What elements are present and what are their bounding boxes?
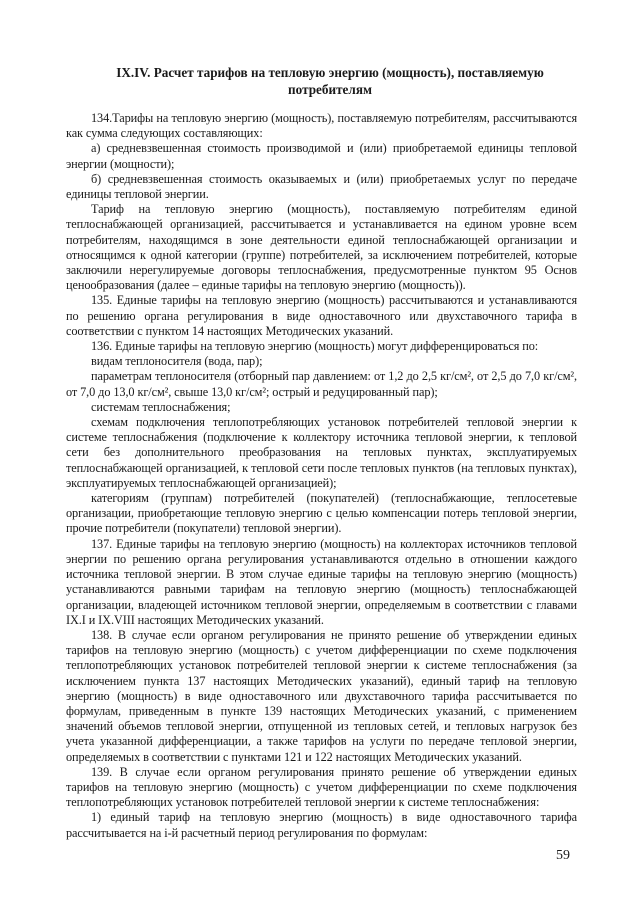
paragraph-136-systems: системам теплоснабжения; bbox=[91, 399, 231, 414]
paragraph-138: 138. В случае если органом регулирования не принято решение об утверждении единых тарифов на тепловую энергию (мощность) с учетом дифференциации по схеме подключения теплопотребляющих установок потребителей тепловой энергии к системе теплоснабжения (за исключением пункта 137 настоящих Методических указаний), единый тариф на тепловую энергию (мощность) в виде одноставочного или двухставочного тарифа рассчитывается по формулам, приведенным в пункте 139 настоящих Методических указаний, с применением значений объемов тепловой энергии, отпущенной из тепловых сетей, и тепловых нагрузок без учета указанной дифференциации, а также тарифов на услуги по передаче тепловой энергии, определяемых в соответствии с пунктами 121 и 122 настоящих Методических указаний. bbox=[66, 627, 577, 764]
paragraph-134-b: б) средневзвешенная стоимость оказываемых и (или) приобретаемых услуг по передаче единицы тепловой энергии. bbox=[66, 171, 577, 202]
paragraph-137: 137. Единые тарифы на тепловую энергию (мощность) на коллекторах источников тепловой энергии по решению органа регулирования устанавливаются отдельно в отношении каждого источника тепловой энергии. В этом случае единые тарифы на тепловую энергию (мощность) устанавливаются равными тарифам на тепловую энергию (мощность) теплоснабжающей организации, владеющей источником тепловой энергии, определяемым в соответствии с главами IX.I и IX.VIII настоящих Методических указаний. bbox=[66, 536, 577, 627]
paragraph-139: 139. В случае если органом регулирования принято решение об утверждении единых тарифов на тепловую энергию (мощность) с учетом дифференциации по схеме подключения теплопотребляющих установок потребителей тепловой энергии к системе теплоснабжения: bbox=[66, 764, 577, 810]
paragraph-134-a: а) средневзвешенная стоимость производимой и (или) приобретаемой единицы тепловой энергии (мощности); bbox=[66, 141, 577, 171]
paragraph-136: 136. Единые тарифы на тепловую энергию (мощность) могут дифференцироваться по: bbox=[91, 339, 539, 354]
paragraph-136-coolant-params: параметрам теплоносителя (отборный пар давлением: от 1,2 до 2,5 кг/см², от 2,5 до 7,0 кг/см², от 7,0 до 13,0 кг/см², свыше 13,0 кг/см²; острый и редуцированный пар); bbox=[66, 369, 577, 399]
paragraph-tariff: Тариф на тепловую энергию (мощность), поставляемую потребителям единой теплоснабжающей организацией, рассчитывается и устанавливается на едином уровне всем потребителям, находящимся в зоне деятельности единой теплоснабжающей организации и относящимся к одной категории (группе) потребителей, за исключением потребителей, которые заключили нерегулируемые договоры теплоснабжения, предусмотренные пунктом 95 Основ ценообразования (далее – единые тарифы на тепловую энергию (мощность)). bbox=[66, 202, 577, 293]
paragraph-135: 135. Единые тарифы на тепловую энергию (мощность) рассчитываются и устанавливаются по решению органа регулирования в виде одноставочного или двухставочного тарифа в соответствии с пунктом 14 настоящих Методических указаний. bbox=[66, 293, 577, 338]
paragraph-136-coolant-types: видам теплоносителя (вода, пар); bbox=[91, 354, 263, 369]
document-body bbox=[66, 111, 577, 841]
paragraph-139-1: 1) единый тариф на тепловую энергию (мощность) в виде одноставочного тарифа рассчитывается на i-й расчетный период регулирования по формулам: bbox=[66, 810, 577, 840]
paragraph-136-categories: категориям (группам) потребителей (покупателей) (теплоснабжающие, теплосетевые организации, приобретающие тепловую энергию с целью компенсации потерь тепловой энергии, прочие потребители (покупатели) тепловой энергии). bbox=[66, 491, 577, 536]
section-title: IX.IV. Расчет тарифов на тепловую энергию (мощность), поставляемую потребителям bbox=[116, 65, 544, 97]
page-number: 59 bbox=[556, 848, 570, 863]
paragraph-136-schemes: схемам подключения теплопотребляющих установок потребителей тепловой энергии к системе теплоснабжения (подключение к коллектору источника тепловой энергии, к тепловой сети без дополнительного преобразования на тепловых пунктах, эксплуатируемых теплоснабжающей организацией, к тепловой сети после тепловых пунктов (на тепловых пунктах), эксплуатируемых теплоснабжающей организацией); bbox=[66, 415, 577, 490]
paragraph-134: 134.Тарифы на тепловую энергию (мощность), поставляемую потребителям, рассчитываются как сумма следующих составляющих: bbox=[66, 111, 577, 141]
